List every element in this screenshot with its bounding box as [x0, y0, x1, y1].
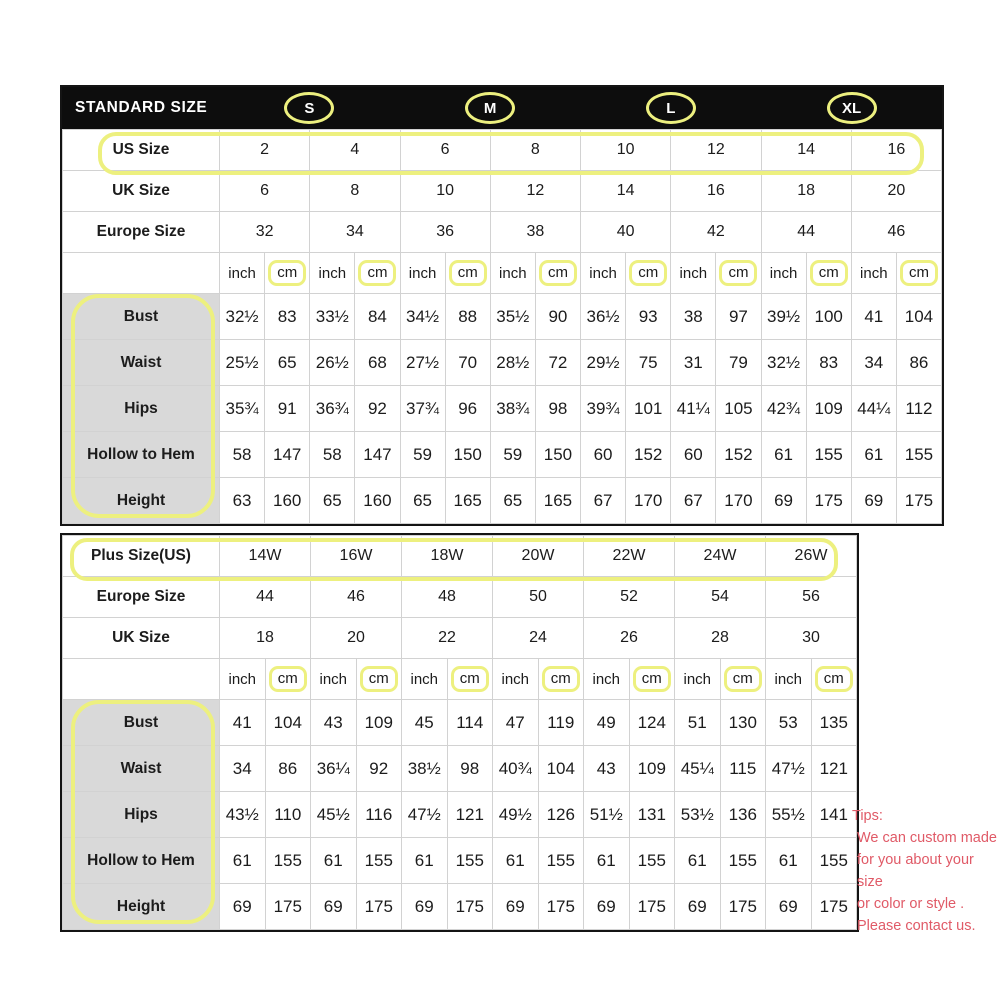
plus-size-value: 30 — [766, 618, 857, 659]
standard-size-header-bar — [62, 87, 942, 129]
plus-size-grid — [62, 535, 857, 930]
cm-highlight-box: cm — [719, 260, 757, 286]
standard-size-value: 6 — [220, 171, 310, 212]
cm-highlight-box: cm — [358, 260, 396, 286]
standard-measure-value: 39½ — [761, 294, 806, 340]
plus-size-value: 54 — [675, 577, 766, 618]
plus-measure-value: 104 — [265, 700, 311, 746]
standard-unit-inch: inch — [490, 253, 535, 294]
plus-measure-value: 115 — [720, 746, 766, 792]
standard-measure-value: 36¾ — [310, 386, 355, 432]
standard-measure-value: 42¾ — [761, 386, 806, 432]
standard-measure-value: 100 — [806, 294, 851, 340]
plus-measure-label-hollow-to-hem: Hollow to Hem — [63, 838, 220, 884]
standard-measure-value: 58 — [310, 432, 355, 478]
plus-measure-value: 40¾ — [493, 746, 539, 792]
standard-measure-value: 170 — [626, 478, 671, 524]
plus-size-value: 26W — [766, 536, 857, 577]
standard-size-value: 12 — [490, 171, 580, 212]
plus-unit-inch: inch — [675, 659, 721, 700]
standard-measure-value: 83 — [806, 340, 851, 386]
plus-size-value: 26 — [584, 618, 675, 659]
cm-highlight-box: cm — [268, 260, 306, 286]
plus-measure-value: 121 — [447, 792, 493, 838]
standard-size-value: 8 — [490, 130, 580, 171]
standard-row-height — [63, 478, 942, 524]
standard-size-value: 14 — [761, 130, 851, 171]
standard-size-value: 42 — [671, 212, 761, 253]
plus-measure-value: 175 — [447, 884, 493, 930]
standard-unit-cm — [716, 253, 761, 294]
standard-measure-value: 25½ — [220, 340, 265, 386]
standard-row-uk-size — [63, 171, 942, 212]
standard-row-label-us-size: US Size — [63, 130, 220, 171]
tips-line: Please contact us. — [857, 918, 976, 934]
standard-unit-cm — [896, 253, 941, 294]
standard-size-value: 34 — [310, 212, 400, 253]
plus-measure-label-height: Height — [63, 884, 220, 930]
size-group-badge-m: M — [465, 92, 515, 124]
cm-highlight-box: cm — [269, 666, 307, 692]
plus-measure-value: 175 — [265, 884, 311, 930]
standard-row-label-europe-size: Europe Size — [63, 212, 220, 253]
tips-line: We can custom made — [857, 830, 997, 846]
cm-highlight-box: cm — [633, 666, 671, 692]
plus-size-value: 24W — [675, 536, 766, 577]
plus-measure-value: 119 — [538, 700, 584, 746]
plus-measure-value: 61 — [766, 838, 812, 884]
cm-highlight-box: cm — [542, 666, 580, 692]
standard-measure-value: 170 — [716, 478, 761, 524]
standard-size-value: 38 — [490, 212, 580, 253]
standard-size-value: 12 — [671, 130, 761, 171]
plus-measure-value: 141 — [811, 792, 857, 838]
plus-measure-value: 45 — [402, 700, 448, 746]
plus-unit-row — [63, 659, 857, 700]
standard-unit-row — [63, 253, 942, 294]
standard-measure-value: 75 — [626, 340, 671, 386]
plus-measure-value: 53 — [766, 700, 812, 746]
standard-measure-value: 65 — [400, 478, 445, 524]
plus-measure-value: 47 — [493, 700, 539, 746]
standard-measure-value: 112 — [896, 386, 941, 432]
standard-measure-value: 26½ — [310, 340, 355, 386]
plus-measure-label-hips: Hips — [63, 792, 220, 838]
standard-measure-value: 41 — [851, 294, 896, 340]
plus-size-value: 56 — [766, 577, 857, 618]
plus-size-value: 16W — [311, 536, 402, 577]
standard-measure-value: 150 — [535, 432, 580, 478]
tips-note — [852, 805, 1000, 937]
standard-measure-value: 59 — [400, 432, 445, 478]
plus-row-hollow-to-hem — [63, 838, 857, 884]
plus-size-value: 18W — [402, 536, 493, 577]
standard-measure-value: 147 — [265, 432, 310, 478]
plus-measure-value: 135 — [811, 700, 857, 746]
plus-measure-label-bust: Bust — [63, 700, 220, 746]
plus-measure-value: 69 — [311, 884, 357, 930]
cm-highlight-box: cm — [449, 260, 487, 286]
standard-measure-value: 97 — [716, 294, 761, 340]
standard-measure-value: 86 — [896, 340, 941, 386]
plus-measure-value: 45½ — [311, 792, 357, 838]
standard-measure-value: 105 — [716, 386, 761, 432]
plus-measure-value: 69 — [584, 884, 630, 930]
standard-measure-value: 61 — [761, 432, 806, 478]
standard-measure-value: 44¼ — [851, 386, 896, 432]
standard-measure-value: 68 — [355, 340, 400, 386]
plus-measure-value: 116 — [356, 792, 402, 838]
plus-measure-value: 155 — [447, 838, 493, 884]
plus-size-value: 20W — [493, 536, 584, 577]
standard-measure-label-waist: Waist — [63, 340, 220, 386]
plus-measure-value: 114 — [447, 700, 493, 746]
plus-measure-value: 61 — [311, 838, 357, 884]
standard-measure-value: 41¼ — [671, 386, 716, 432]
plus-size-value: 20 — [311, 618, 402, 659]
plus-measure-value: 92 — [356, 746, 402, 792]
standard-measure-value: 155 — [806, 432, 851, 478]
standard-measure-value: 152 — [716, 432, 761, 478]
plus-measure-value: 49 — [584, 700, 630, 746]
standard-size-value: 36 — [400, 212, 490, 253]
plus-measure-value: 51 — [675, 700, 721, 746]
plus-row-height — [63, 884, 857, 930]
plus-row-label-uk-size: UK Size — [63, 618, 220, 659]
standard-unit-corner — [63, 253, 220, 294]
plus-size-table — [60, 533, 859, 932]
standard-unit-cm — [445, 253, 490, 294]
plus-measure-value: 36¼ — [311, 746, 357, 792]
plus-measure-value: 121 — [811, 746, 857, 792]
plus-unit-inch: inch — [220, 659, 266, 700]
plus-measure-value: 155 — [629, 838, 675, 884]
plus-unit-inch: inch — [493, 659, 539, 700]
size-group-badges — [219, 87, 942, 129]
standard-measure-value: 31 — [671, 340, 716, 386]
standard-unit-inch: inch — [851, 253, 896, 294]
plus-size-value: 24 — [493, 618, 584, 659]
standard-measure-value: 32½ — [761, 340, 806, 386]
standard-measure-value: 152 — [626, 432, 671, 478]
standard-measure-value: 175 — [896, 478, 941, 524]
standard-measure-value: 165 — [445, 478, 490, 524]
standard-unit-inch: inch — [581, 253, 626, 294]
standard-size-value: 8 — [310, 171, 400, 212]
plus-measure-value: 69 — [675, 884, 721, 930]
standard-measure-value: 65 — [310, 478, 355, 524]
standard-measure-value: 91 — [265, 386, 310, 432]
standard-size-value: 44 — [761, 212, 851, 253]
standard-measure-value: 160 — [265, 478, 310, 524]
plus-measure-value: 51½ — [584, 792, 630, 838]
standard-measure-value: 65 — [265, 340, 310, 386]
standard-measure-value: 96 — [445, 386, 490, 432]
plus-measure-value: 69 — [493, 884, 539, 930]
plus-unit-inch: inch — [311, 659, 357, 700]
size-group-badge-s: S — [284, 92, 334, 124]
plus-measure-value: 61 — [493, 838, 539, 884]
plus-measure-value: 61 — [220, 838, 266, 884]
standard-measure-label-hollow-to-hem: Hollow to Hem — [63, 432, 220, 478]
plus-size-value: 22 — [402, 618, 493, 659]
standard-measure-value: 101 — [626, 386, 671, 432]
cm-highlight-box: cm — [360, 666, 398, 692]
standard-unit-cm — [355, 253, 400, 294]
plus-measure-value: 34 — [220, 746, 266, 792]
plus-row-hips — [63, 792, 857, 838]
cm-highlight-box: cm — [810, 260, 848, 286]
tips-line: or color or style . — [857, 896, 965, 912]
plus-measure-value: 104 — [538, 746, 584, 792]
plus-measure-value: 43 — [584, 746, 630, 792]
standard-measure-value: 36½ — [581, 294, 626, 340]
standard-size-value: 18 — [761, 171, 851, 212]
standard-unit-inch: inch — [671, 253, 716, 294]
standard-measure-value: 27½ — [400, 340, 445, 386]
plus-measure-value: 69 — [766, 884, 812, 930]
standard-size-value: 20 — [851, 171, 941, 212]
plus-size-value: 22W — [584, 536, 675, 577]
plus-unit-inch: inch — [766, 659, 812, 700]
plus-unit-cm — [538, 659, 584, 700]
plus-measure-value: 155 — [265, 838, 311, 884]
plus-measure-value: 109 — [356, 700, 402, 746]
standard-row-label-uk-size: UK Size — [63, 171, 220, 212]
standard-measure-value: 69 — [851, 478, 896, 524]
plus-measure-value: 130 — [720, 700, 766, 746]
plus-measure-value: 175 — [356, 884, 402, 930]
standard-measure-value: 59 — [490, 432, 535, 478]
plus-unit-cm — [447, 659, 493, 700]
standard-measure-value: 160 — [355, 478, 400, 524]
standard-measure-value: 69 — [761, 478, 806, 524]
standard-row-waist — [63, 340, 942, 386]
plus-row-label-europe-size: Europe Size — [63, 577, 220, 618]
standard-measure-value: 88 — [445, 294, 490, 340]
standard-size-value: 46 — [851, 212, 941, 253]
standard-measure-value: 84 — [355, 294, 400, 340]
plus-measure-value: 69 — [402, 884, 448, 930]
standard-size-value: 14 — [581, 171, 671, 212]
standard-unit-inch: inch — [310, 253, 355, 294]
standard-size-value: 6 — [400, 130, 490, 171]
plus-measure-value: 43½ — [220, 792, 266, 838]
standard-measure-value: 90 — [535, 294, 580, 340]
standard-unit-inch: inch — [220, 253, 265, 294]
plus-size-value: 18 — [220, 618, 311, 659]
standard-measure-value: 60 — [581, 432, 626, 478]
standard-measure-value: 79 — [716, 340, 761, 386]
plus-measure-value: 175 — [538, 884, 584, 930]
standard-size-value: 2 — [220, 130, 310, 171]
standard-measure-value: 150 — [445, 432, 490, 478]
plus-size-value: 50 — [493, 577, 584, 618]
standard-row-hollow-to-hem — [63, 432, 942, 478]
cm-highlight-box: cm — [900, 260, 938, 286]
standard-measure-value: 70 — [445, 340, 490, 386]
standard-measure-value: 33½ — [310, 294, 355, 340]
plus-measure-value: 109 — [629, 746, 675, 792]
plus-measure-value: 155 — [538, 838, 584, 884]
plus-size-value: 44 — [220, 577, 311, 618]
standard-measure-value: 63 — [220, 478, 265, 524]
plus-unit-inch: inch — [584, 659, 630, 700]
plus-measure-value: 53½ — [675, 792, 721, 838]
standard-measure-value: 39¾ — [581, 386, 626, 432]
size-group-cell-l — [581, 87, 762, 129]
plus-measure-value: 110 — [265, 792, 311, 838]
standard-measure-value: 65 — [490, 478, 535, 524]
standard-measure-value: 109 — [806, 386, 851, 432]
standard-size-value: 32 — [220, 212, 310, 253]
standard-unit-cm — [806, 253, 851, 294]
standard-measure-value: 147 — [355, 432, 400, 478]
cm-highlight-box: cm — [815, 666, 853, 692]
standard-size-title: STANDARD SIZE — [75, 99, 208, 116]
plus-measure-value: 155 — [356, 838, 402, 884]
standard-measure-value: 72 — [535, 340, 580, 386]
plus-measure-value: 155 — [720, 838, 766, 884]
plus-measure-value: 175 — [629, 884, 675, 930]
plus-measure-value: 61 — [402, 838, 448, 884]
plus-size-value: 46 — [311, 577, 402, 618]
cm-highlight-box: cm — [451, 666, 489, 692]
plus-measure-value: 47½ — [766, 746, 812, 792]
standard-measure-value: 104 — [896, 294, 941, 340]
standard-measure-value: 35¾ — [220, 386, 265, 432]
plus-measure-label-waist: Waist — [63, 746, 220, 792]
standard-row-europe-size — [63, 212, 942, 253]
standard-unit-cm — [265, 253, 310, 294]
plus-unit-cm — [811, 659, 857, 700]
plus-row-plus-size-us — [63, 536, 857, 577]
plus-measure-value: 47½ — [402, 792, 448, 838]
size-group-cell-s — [219, 87, 400, 129]
standard-measure-value: 67 — [671, 478, 716, 524]
standard-measure-value: 34 — [851, 340, 896, 386]
cm-highlight-box: cm — [724, 666, 762, 692]
size-group-badge-xl: XL — [827, 92, 877, 124]
plus-unit-corner — [63, 659, 220, 700]
standard-row-us-size — [63, 130, 942, 171]
standard-measure-value: 58 — [220, 432, 265, 478]
size-group-badge-l: L — [646, 92, 696, 124]
plus-row-bust — [63, 700, 857, 746]
standard-measure-label-height: Height — [63, 478, 220, 524]
plus-row-waist — [63, 746, 857, 792]
standard-measure-value: 98 — [535, 386, 580, 432]
standard-measure-value: 67 — [581, 478, 626, 524]
plus-size-value: 28 — [675, 618, 766, 659]
plus-measure-value: 136 — [720, 792, 766, 838]
standard-measure-value: 29½ — [581, 340, 626, 386]
standard-size-value: 4 — [310, 130, 400, 171]
standard-measure-value: 28½ — [490, 340, 535, 386]
plus-measure-value: 155 — [811, 838, 857, 884]
size-group-cell-xl — [761, 87, 942, 129]
plus-unit-cm — [356, 659, 402, 700]
plus-measure-value: 55½ — [766, 792, 812, 838]
tips-line: for you about your size — [857, 852, 974, 890]
standard-measure-value: 93 — [626, 294, 671, 340]
standard-size-value: 10 — [581, 130, 671, 171]
plus-measure-value: 61 — [584, 838, 630, 884]
plus-measure-value: 41 — [220, 700, 266, 746]
plus-measure-value: 38½ — [402, 746, 448, 792]
standard-size-grid — [62, 129, 942, 524]
plus-measure-value: 61 — [675, 838, 721, 884]
plus-unit-cm — [265, 659, 311, 700]
plus-size-value: 48 — [402, 577, 493, 618]
plus-size-value: 52 — [584, 577, 675, 618]
standard-measure-value: 61 — [851, 432, 896, 478]
plus-size-value: 14W — [220, 536, 311, 577]
standard-row-bust — [63, 294, 942, 340]
standard-measure-value: 32½ — [220, 294, 265, 340]
plus-measure-value: 43 — [311, 700, 357, 746]
standard-measure-value: 34½ — [400, 294, 445, 340]
plus-measure-value: 175 — [811, 884, 857, 930]
plus-measure-value: 69 — [220, 884, 266, 930]
plus-measure-value: 98 — [447, 746, 493, 792]
standard-unit-inch: inch — [761, 253, 806, 294]
plus-measure-value: 86 — [265, 746, 311, 792]
cm-highlight-box: cm — [539, 260, 577, 286]
standard-measure-value: 92 — [355, 386, 400, 432]
plus-measure-value: 131 — [629, 792, 675, 838]
size-group-cell-m — [400, 87, 581, 129]
standard-size-value: 16 — [671, 171, 761, 212]
plus-row-label-plus-size-us: Plus Size(US) — [63, 536, 220, 577]
plus-measure-value: 175 — [720, 884, 766, 930]
standard-row-hips — [63, 386, 942, 432]
plus-measure-value: 124 — [629, 700, 675, 746]
standard-measure-value: 37¾ — [400, 386, 445, 432]
standard-measure-value: 165 — [535, 478, 580, 524]
standard-measure-value: 175 — [806, 478, 851, 524]
standard-measure-value: 35½ — [490, 294, 535, 340]
cm-highlight-box: cm — [629, 260, 667, 286]
plus-measure-value: 45¼ — [675, 746, 721, 792]
standard-measure-label-hips: Hips — [63, 386, 220, 432]
plus-row-europe-size — [63, 577, 857, 618]
plus-measure-value: 126 — [538, 792, 584, 838]
standard-unit-cm — [535, 253, 580, 294]
plus-measure-value: 49½ — [493, 792, 539, 838]
plus-unit-inch: inch — [402, 659, 448, 700]
standard-unit-inch: inch — [400, 253, 445, 294]
tips-title: Tips: — [852, 808, 883, 824]
plus-unit-cm — [720, 659, 766, 700]
standard-measure-value: 38¾ — [490, 386, 535, 432]
standard-measure-value: 38 — [671, 294, 716, 340]
standard-measure-value: 83 — [265, 294, 310, 340]
standard-measure-value: 60 — [671, 432, 716, 478]
standard-size-table — [60, 85, 944, 526]
standard-size-value: 10 — [400, 171, 490, 212]
standard-measure-value: 155 — [896, 432, 941, 478]
plus-row-uk-size — [63, 618, 857, 659]
standard-size-value: 40 — [581, 212, 671, 253]
standard-measure-label-bust: Bust — [63, 294, 220, 340]
standard-unit-cm — [626, 253, 671, 294]
standard-size-value: 16 — [851, 130, 941, 171]
plus-unit-cm — [629, 659, 675, 700]
